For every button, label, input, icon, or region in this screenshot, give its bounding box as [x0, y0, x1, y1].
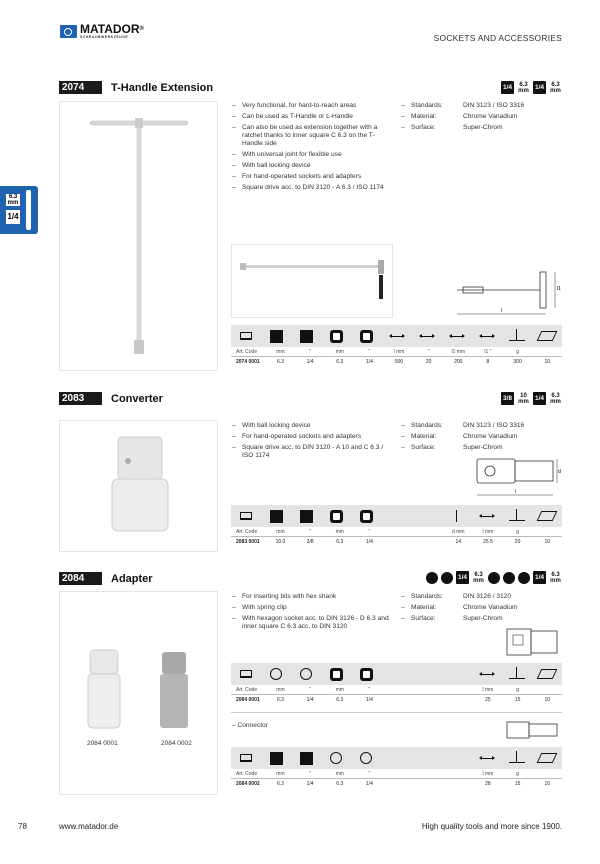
length-icon [480, 336, 494, 337]
product-image-2084 [59, 591, 218, 795]
feature-item: – With ball locking device [232, 422, 392, 430]
converter-image [60, 421, 219, 553]
package-icon [537, 331, 558, 341]
table-row: 2084 0002 6.3 1/4 6.3 1/4 28 15 10 [236, 781, 550, 787]
badge: 1/4 [501, 81, 514, 94]
feature-item: – Square drive acc. to DIN 3120 - A 10 and C 6.3 / ISO 1174 [232, 444, 392, 460]
dimension-drawing [455, 270, 562, 318]
spec-table-2074 [231, 325, 562, 367]
hex-socket-icon [270, 668, 282, 680]
badge: 6.3 mm [550, 393, 561, 405]
badge: 6.3 mm [550, 572, 561, 584]
table-icon-row [231, 663, 562, 685]
spec-key: – Standards: [401, 100, 463, 111]
spec-key: – Surface: [401, 613, 463, 624]
badge: 1/4 [533, 81, 546, 94]
spec-value: Super-Chrom [463, 124, 503, 131]
square-drive-icon [300, 330, 313, 343]
connector-drawing [505, 718, 562, 742]
svg-text:l1: l1 [557, 286, 561, 292]
side-tab[interactable] [0, 186, 38, 234]
package-icon [537, 511, 558, 521]
feature-item: – Square drive acc. to DIN 3120 - A 6.3 / ISO 1174 [232, 184, 392, 192]
l-handle-image [232, 245, 394, 319]
badge: 1/4 [533, 392, 546, 405]
wrench-icon [26, 190, 31, 230]
badge: 1/4 [456, 571, 469, 584]
side-tab-size: 6.3 mm [7, 194, 19, 206]
length-icon [420, 336, 434, 337]
table-icon-row [231, 505, 562, 527]
feature-item: – For inserting bits with hex shank [232, 593, 392, 601]
spec-key: – Standards: [401, 420, 463, 431]
spec-value: Chrome Vanadium [463, 433, 518, 440]
badge: 10 mm [518, 393, 529, 405]
weight-icon [509, 670, 525, 679]
hex-bit-icon [441, 572, 453, 584]
spec-value: Chrome Vanadium [463, 113, 518, 120]
table-icon-row [231, 325, 562, 347]
footer-url[interactable]: www.matador.de [59, 822, 119, 831]
inner-square-icon [330, 330, 343, 343]
svg-text:l: l [515, 489, 517, 495]
inner-square-icon [360, 510, 373, 523]
spec-key: – Standards: [401, 591, 463, 602]
feature-list [232, 422, 392, 463]
badge: 1/4 [533, 571, 546, 584]
table-header: Art. Code mm " mm " l mm g [231, 685, 562, 695]
badge-group [501, 81, 562, 94]
inner-square-icon [518, 572, 530, 584]
spec-key: – Material: [401, 602, 463, 613]
category-title: SOCKETS AND ACCESSORIES [433, 33, 562, 43]
spec-list [401, 100, 524, 133]
length-icon [480, 516, 494, 517]
weight-icon [509, 332, 525, 341]
spec-value: DIN 3126 / 3120 [463, 593, 512, 600]
spec-key: – Material: [401, 111, 463, 122]
hex-bit-icon [426, 572, 438, 584]
product-image-2083 [59, 420, 218, 552]
laptop-icon [240, 670, 252, 678]
feature-item: – Can be used as T-Handle or L-Handle [232, 113, 392, 121]
feature-item: – With spring clip [232, 604, 392, 612]
inner-square-icon [360, 668, 373, 681]
page-number: 78 [18, 822, 27, 831]
caption: 2084 0001 [87, 740, 118, 747]
length-icon [480, 758, 494, 759]
tech-drawing-2084 [505, 625, 562, 661]
weight-icon [509, 754, 525, 763]
inner-square-icon [330, 510, 343, 523]
feature-list [232, 593, 392, 634]
section-title: Converter [111, 393, 163, 405]
spec-value: Super-Chrom [463, 444, 503, 451]
feature-item: – For hand-operated sockets and adapters [232, 433, 392, 441]
feature-item: – For hand-operated sockets and adapters [232, 173, 392, 181]
badge: 3/8 [501, 392, 514, 405]
hex-socket-icon [488, 572, 500, 584]
section-number: 2083 [59, 392, 102, 405]
square-drive-icon [300, 510, 313, 523]
square-drive-icon [270, 752, 283, 765]
badge-group [426, 571, 562, 584]
divider [231, 712, 562, 713]
brand-name: MATADOR [80, 22, 140, 36]
svg-text:l: l [501, 308, 503, 314]
spec-list [401, 591, 518, 624]
dimension-drawing [505, 625, 562, 661]
tech-drawing-2083 [475, 455, 562, 503]
weight-icon [509, 512, 525, 521]
section-title: Adapter [111, 573, 153, 585]
spec-value: Super-Chrom [463, 615, 503, 622]
inner-square-icon [330, 668, 343, 681]
brand-logo[interactable]: MATADOR® SCHRAUBWERKZEUGE [60, 24, 144, 39]
side-tab-drive: 1/4 [6, 210, 20, 224]
logo-icon [60, 25, 77, 38]
badge: 6.3 mm [550, 82, 561, 94]
feature-item: – With ball locking device [232, 162, 392, 170]
tech-drawing-2074 [455, 270, 562, 318]
laptop-icon [240, 512, 252, 520]
hex-socket-icon [503, 572, 515, 584]
spec-value: DIN 3123 / ISO 3316 [463, 102, 525, 109]
feature-list [232, 102, 392, 195]
caption: 2084 0002 [161, 740, 192, 747]
diameter-icon [456, 510, 457, 522]
hex-icon [330, 752, 342, 764]
package-icon [537, 669, 558, 679]
hex-icon [360, 752, 372, 764]
section-title: T-Handle Extension [111, 82, 214, 94]
square-drive-icon [270, 330, 283, 343]
laptop-icon [240, 754, 252, 762]
section-number: 2084 [59, 572, 102, 585]
table-header: Art. Code mm " mm " l mm g [231, 769, 562, 779]
tech-drawing-connector [505, 718, 562, 742]
spec-list [401, 420, 524, 453]
feature-item: – With universal joint for flexible use [232, 151, 392, 159]
hex-socket-icon [300, 668, 312, 680]
feature-item: – Very functional, for hard-to-reach areas [232, 102, 392, 110]
footer-tagline: High quality tools and more since 1900. [421, 822, 562, 831]
spec-value: Chrome Vanadium [463, 604, 518, 611]
spec-table-2083 [231, 505, 562, 547]
badge: 6.3 mm [473, 572, 484, 584]
length-icon [450, 336, 464, 337]
laptop-icon [240, 332, 252, 340]
svg-text:d: d [558, 469, 561, 475]
t-handle-image [60, 102, 219, 372]
spec-table-2084 [231, 663, 562, 705]
table-row: 2074 0001 6.3 1/4 6.3 1/4 500 20 200 8 300 10 [236, 359, 550, 365]
length-icon [390, 336, 404, 337]
package-icon [537, 753, 558, 763]
dimension-drawing [475, 455, 562, 503]
table-row: 2083 0001 10.0 3/8 6.3 1/4 14 25.5 20 10 [236, 539, 550, 545]
badge: 6.3 mm [518, 82, 529, 94]
adapter-image [60, 592, 219, 732]
spec-value: DIN 3123 / ISO 3316 [463, 422, 525, 429]
inner-square-icon [360, 330, 373, 343]
connector-label: – Connector [232, 722, 268, 729]
spec-key: – Surface: [401, 122, 463, 133]
table-row: 2084 0001 6.3 1/4 6.3 1/4 25 15 10 [236, 697, 550, 703]
table-icon-row [231, 747, 562, 769]
length-icon [480, 674, 494, 675]
product-image-2074-l [231, 244, 393, 318]
feature-item: – With hexagon socket acc. to DIN 3126 - D 6.3 and inner square C 6.3 acc. to DIN 3120 [232, 615, 392, 631]
brand-sub: SCHRAUBWERKZEUGE [80, 35, 129, 39]
square-drive-icon [270, 510, 283, 523]
section-number: 2074 [59, 81, 102, 94]
badge-group [501, 392, 562, 405]
square-drive-icon [300, 752, 313, 765]
product-image-2074 [59, 101, 218, 371]
feature-item: – Can also be used as extension together with a ratchet thanks to inner square C 6.3 on the T-Handle side [232, 124, 392, 148]
spec-key: – Material: [401, 431, 463, 442]
table-header: Art. Code mm " mm " d mm l mm g [231, 527, 562, 537]
spec-key: – Surface: [401, 442, 463, 453]
table-header: Art. Code mm " mm " l mm " l1 mm l1 " g [231, 347, 562, 357]
spec-table-2084-connector [231, 747, 562, 789]
